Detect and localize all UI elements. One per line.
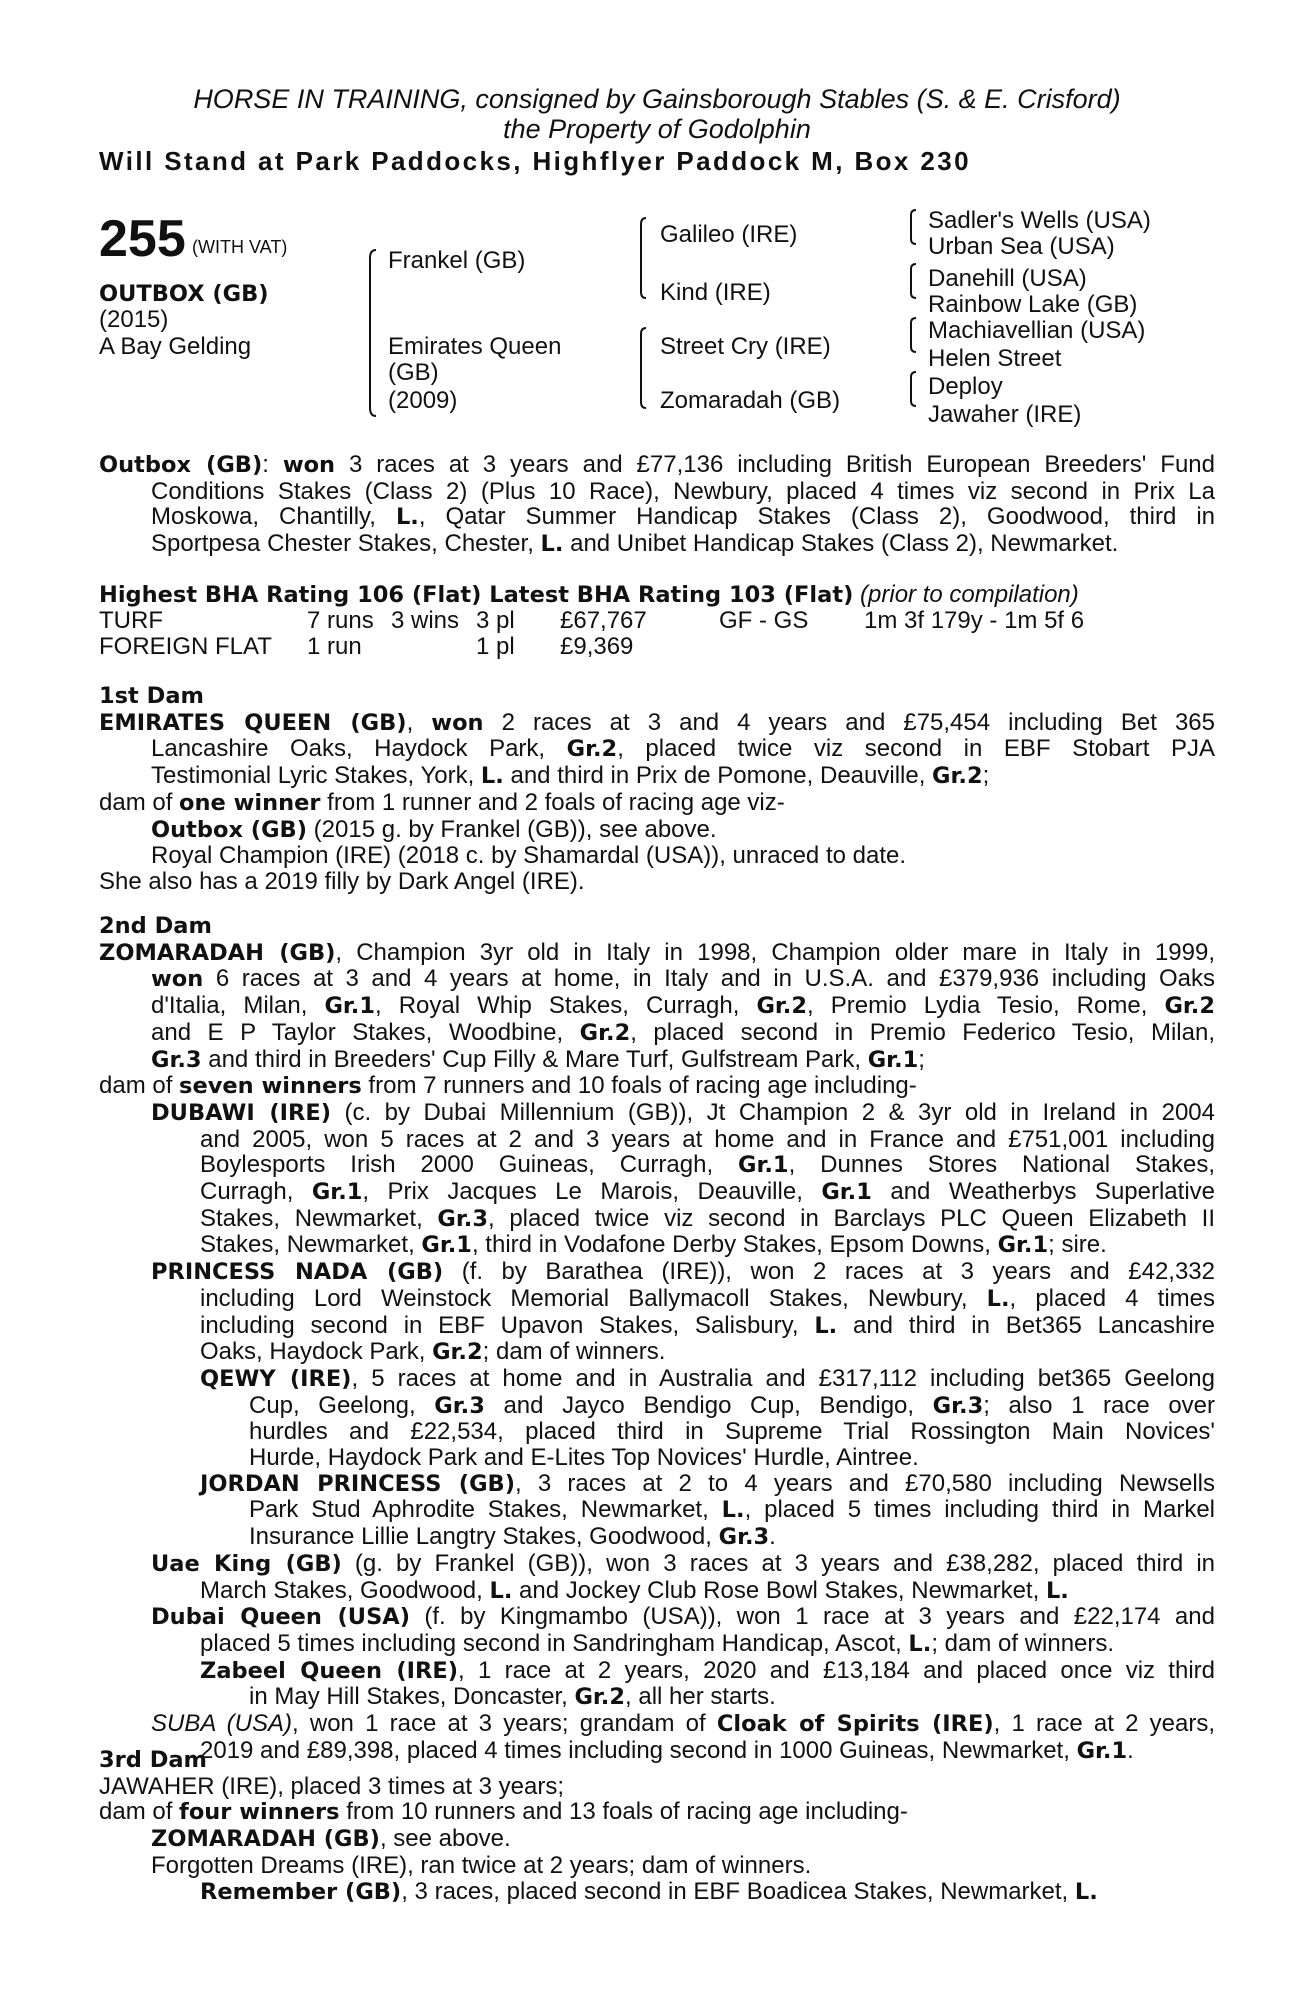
consignor-line: HORSE IN TRAINING, consigned by Gainsborough Stables (S. & E. Crisford) — [193, 84, 1121, 114]
lot-number: 255 — [99, 210, 186, 268]
pedigree-brace-sd — [906, 262, 922, 300]
pedigree-dsd: Helen Street — [928, 345, 1062, 372]
turf-going: GF - GS — [719, 607, 809, 634]
race-summary: Outbox (GB): won 3 races at 3 years and £77,136 including British European Breeders' Fund Conditions Stakes (Class 2) (Plus 10 Race), Newbury, placed 4 times viz second in Prix La Moskowa, Chantilly, L., Qatar Summer Handicap Stakes (Class 2), Goodwood, third in Sportpesa Chester Stakes, Chester, L. and Unibet Handicap Stakes (Class 2), Newmarket. — [99, 451, 1215, 558]
pedigree-sire: Frankel (GB) — [388, 247, 526, 274]
first-dam-heading: 1st Dam — [99, 683, 204, 709]
pedigree-brace-dam — [636, 326, 652, 410]
second-dam-heading: 2nd Dam — [99, 913, 212, 939]
property-line: the Property of Godolphin — [503, 114, 811, 144]
first-dam-section: 1st Dam EMIRATES QUEEN (GB), won 2 races at 3 and 4 years and £75,454 including Bet 365 Lancashire Oaks, Haydock Park, Gr.2, placed twice viz second in EBF Stobart PJA Testimonial Lyric Stakes, York, L. and third in Prix de Pomone, Deauville, Gr.2; dam of one winner from 1 runner and 2 foals of racing age viz- Outbox (GB) (2015 g. by Frankel (GB)), see above. Royal Champion (IRE) (2018 c. by Shamardal (USA)), unraced to date. She also has a 2019 filly by Dark Angel (IRE). — [99, 683, 1216, 895]
vat-note: (WITH VAT) — [192, 237, 288, 257]
pedigree-dam-line3: (2009) — [388, 387, 458, 414]
horse-name: OUTBOX (GB) — [99, 281, 269, 307]
foreign-earnings: £9,369 — [560, 633, 634, 660]
pedigree-brace-main — [364, 248, 384, 418]
pedigree-sds: Danehill (USA) — [928, 265, 1087, 292]
pedigree-ssd: Urban Sea (USA) — [928, 233, 1115, 260]
horse-description: A Bay Gelding — [99, 333, 252, 360]
turf-distance: 1m 3f 179y - 1m 5f 6 — [864, 607, 1085, 634]
pedigree-dss: Machiavellian (USA) — [928, 317, 1146, 344]
pedigree-sss: Sadler's Wells (USA) — [928, 207, 1151, 234]
pedigree-dds: Deploy — [928, 373, 1003, 400]
pedigree-dam-sire: Street Cry (IRE) — [660, 333, 831, 360]
foreign-placed: 1 pl — [476, 633, 515, 660]
third-dam-heading: 3rd Dam — [99, 1747, 207, 1773]
pedigree-brace-dd — [906, 370, 922, 408]
turf-placed: 3 pl — [476, 607, 515, 634]
turf-runs: 7 runs — [307, 607, 374, 634]
turf-label: TURF — [99, 607, 163, 634]
foreign-runs: 1 run — [307, 633, 362, 660]
third-dam-section: 3rd Dam JAWAHER (IRE), placed 3 times at 3 years; dam of four winners from 10 runners and 13 foals of racing age including- ZOMARADAH (GB), see above. Forgotten Dreams (IRE), ran twice at 2 years; dam of winners. Remember (GB), 3 races, placed second in EBF Boadicea Stakes, Newmarket, L. — [99, 1748, 1215, 1905]
foaling-year: (2015) — [99, 306, 169, 333]
second-dam-section: 2nd Dam ZOMARADAH (GB), Champion 3yr old in Italy in 1998, Champion older mare in Italy in 1999, won 6 races at 3 and 4 years at home, in Italy and in U.S.A. and £379,936 including Oaks d'Italia, Milan, Gr.1, Royal Whip Stakes, Curragh, Gr.2, Premio Lydia Tesio, Rome, Gr.2 and E P Taylor Stakes, Woodbine, Gr.2, placed second in Premio Federico Tesio, Milan, Gr.3 and third in Breeders' Cup Filly & Mare Turf, Gulfstream Park, Gr.1; dam of seven winners from 7 runners and 10 foals of racing age including- DUBAWI (IRE) (c. by Dubai Millennium (GB)), Jt Champion 2 & 3yr old in Ireland in 2004 and 2005, won 5 races at 2 and 3 years at home and in France and £751,001 including Boylesports Irish 2000 Guineas, Curragh, Gr.1, Dunnes Stores National Stakes, Curragh, Gr.1, Prix Jacques Le Marois, Deauville, Gr.1 and Weatherbys Superlative Stakes, Newmarket, Gr.3, placed twice viz second in Barclays PLC Queen Elizabeth II Stakes, Newmarket, Gr.1, third in Vodafone Derby Stakes, Epsom Downs, Gr.1; sire. PRINCESS NADA (GB) (f. by Barathea (IRE)), won 2 races at 3 years and £42,332 including Lord Weinstock Memorial Ballymacoll Stakes, Newbury, L., placed 4 times including second in EBF Upavon Stakes, Salisbury, L. and third in Bet365 Lancashire Oaks, Haydock Park, Gr.2; dam of winners. QEWY (IRE), 5 races at home and in Australia and £317,112 including bet365 Geelong Cup, Geelong, Gr.3 and Jayco Bendigo Cup, Bendigo, Gr.3; also 1 race over hurdles and £22,534, placed third in Supreme Trial Rossington Main Novices' Hurde, Haydock Park and E-Lites Top Novices' Hurdle, Aintree. JORDAN PRINCESS (GB), 3 races at 2 to 4 years and £70,580 including Newsells Park Stud Aphrodite Stakes, Newmarket, L., placed 5 times including third in Markel Insurance Lillie Langtry Stakes, Goodwood, Gr.3. Uae King (GB) (g. by Frankel (GB)), won 3 races at 3 years and £38,282, placed third in March Stakes, Goodwood, L. and Jockey Club Rose Bowl Stakes, Newmarket, L. Dubai Queen (USA) (f. by Kingmambo (USA)), won 1 race at 3 years and £22,174 and placed 5 times including second in Sandringham Handicap, Ascot, L.; dam of winners. Zabeel Queen (IRE), 1 race at 2 years, 2020 and £13,184 and placed once viz third in May Hill Stakes, Doncaster, Gr.2, all her starts. SUBA (USA), won 1 race at 3 years; grandam of Cloak of Spirits (IRE), 1 race at 2 years, 2019 and £89,398, placed 4 times including second in 1000 Guineas, Newmarket, Gr.1. — [99, 913, 1216, 1764]
turf-wins: 3 wins — [391, 607, 460, 634]
bha-rating: Highest BHA Rating 106 (Flat) Latest BHA Rating 103 (Flat) (prior to compilation) — [99, 581, 1079, 608]
pedigree-brace-ds — [906, 316, 922, 354]
pedigree-sire-dam: Kind (IRE) — [660, 279, 771, 306]
pedigree-sire-sire: Galileo (IRE) — [660, 221, 798, 248]
pedigree-dam-line1: Emirates Queen — [388, 333, 562, 360]
pedigree-dam-dam: Zomaradah (GB) — [660, 387, 841, 414]
pedigree-ddd: Jawaher (IRE) — [928, 401, 1082, 428]
pedigree-brace-ss — [906, 208, 922, 246]
pedigree-dam-line2: (GB) — [388, 359, 439, 386]
pedigree-sdd: Rainbow Lake (GB) — [928, 291, 1138, 318]
pedigree-brace-sire — [636, 216, 652, 300]
foreign-label: FOREIGN FLAT — [99, 633, 272, 660]
turf-earnings: £67,767 — [560, 607, 647, 634]
location-line: Will Stand at Park Paddocks, Highflyer Paddock M, Box 230 — [99, 146, 971, 176]
